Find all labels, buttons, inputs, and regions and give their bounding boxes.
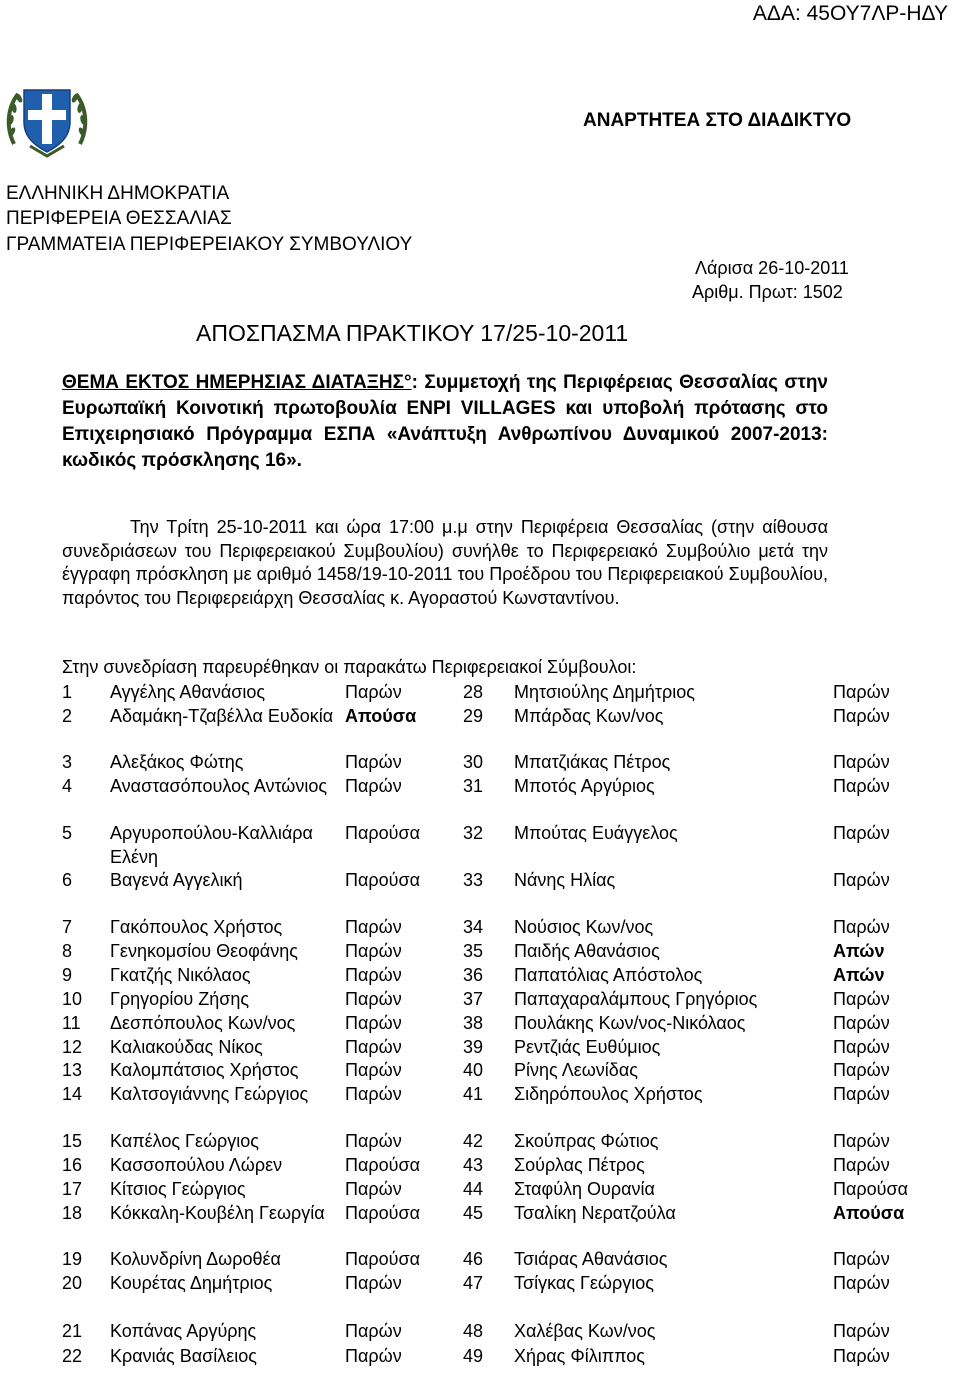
member-name: Χήρας Φίλιππος — [514, 1346, 645, 1366]
member-name: Καπέλος Γεώργιος — [110, 1131, 259, 1151]
member-status: Απών — [833, 965, 885, 985]
member-status: Παρών — [345, 989, 402, 1009]
table-row — [0, 1083, 960, 1130]
member-number: 49 — [463, 1346, 484, 1366]
member-name: Σιδηρόπουλος Χρήστος — [514, 1084, 703, 1104]
member-status: Απών — [833, 941, 885, 961]
authority-line-republic: ΕΛΛΗΝΙΚΗ ΔΗΜΟΚΡΑΤΙΑ — [6, 183, 230, 204]
attendance-intro: Στην συνεδρίαση παρευρέθηκαν οι παρακάτω Περιφερειακοί Σύμβουλοι: — [62, 657, 637, 677]
member-number: 46 — [463, 1249, 484, 1269]
member-status: Παρών — [833, 989, 890, 1009]
member-number: 17 — [62, 1179, 83, 1199]
table-row — [0, 775, 960, 822]
member-status: Παρών — [833, 1249, 890, 1269]
member-name: Κασσοπούλου Λώρεν — [110, 1155, 283, 1175]
member-number: 22 — [62, 1346, 83, 1366]
member-status: Παρών — [833, 682, 890, 702]
member-status: Παρούσα — [833, 1179, 909, 1199]
member-number: 21 — [62, 1321, 83, 1341]
member-status: Παρών — [345, 1060, 402, 1080]
member-status: Παρών — [833, 752, 890, 772]
member-status: Παρών — [345, 1346, 402, 1366]
posting-notice: ΑΝΑΡΤΗΤΕΑ ΣΤΟ ΔΙΑΔΙΚΤΥΟ — [583, 110, 852, 131]
member-number: 44 — [463, 1179, 484, 1199]
member-name: Γακόπουλος Χρήστος — [110, 917, 283, 937]
member-number: 8 — [62, 941, 73, 961]
member-status: Παρών — [833, 917, 890, 937]
member-name: Μπάρδας Κων/νος — [514, 706, 664, 726]
member-number: 47 — [463, 1273, 484, 1293]
table-row — [0, 1272, 960, 1319]
member-name: Παπατόλιας Απόστολος — [514, 965, 703, 985]
table-row — [0, 705, 960, 752]
member-status: Παρών — [833, 776, 890, 796]
member-name: Γενηκομσίου Θεοφάνης — [110, 941, 298, 961]
member-name: Κουρέτας Δημήτριος — [110, 1273, 273, 1293]
member-number: 39 — [463, 1037, 484, 1057]
member-name: Μπατζιάκας Πέτρος — [514, 752, 671, 772]
member-status: Παρών — [833, 1084, 890, 1104]
member-status: Παρών — [833, 1155, 890, 1175]
excerpt-title: ΑΠΟΣΠΑΣΜΑ ΠΡΑΚΤΙΚΟΥ 17/25-10-2011 — [196, 320, 629, 346]
member-name: Καλιακούδας Νίκος — [110, 1037, 263, 1057]
member-status: Παρών — [833, 870, 890, 890]
member-name: Κοπάνας Αργύρης — [110, 1321, 257, 1341]
member-status: Απούσα — [345, 706, 417, 726]
meeting-paragraph — [62, 516, 828, 610]
table-row — [0, 1345, 960, 1392]
member-name: Μπούτας Ευάγγελος — [514, 823, 678, 843]
subject-label: ΘΕΜΑ ΕΚΤΟΣ ΗΜΕΡΗΣΙΑΣ ΔΙΑΤΑΞΗΣ° — [62, 372, 412, 393]
member-number: 15 — [62, 1131, 83, 1151]
member-number: 40 — [463, 1060, 484, 1080]
greek-coat-of-arms-icon — [4, 82, 90, 158]
member-number: 31 — [463, 776, 484, 796]
member-status: Παρών — [345, 682, 402, 702]
member-number: 20 — [62, 1273, 83, 1293]
member-name: Τσαλίκη Νερατζούλα — [514, 1203, 676, 1223]
member-number: 5 — [62, 823, 73, 843]
member-name: Αλεξάκος Φώτης — [110, 752, 244, 772]
member-name: Αναστασόπουλος Αντώνιος — [110, 776, 328, 796]
member-number: 7 — [62, 917, 73, 937]
member-name: Καλτσογιάννης Γεώργιος — [110, 1084, 309, 1104]
subject-paragraph — [62, 370, 828, 474]
member-number: 16 — [62, 1155, 83, 1175]
member-status: Απούσα — [833, 1203, 905, 1223]
member-name: Γρηγορίου Ζήσης — [110, 989, 250, 1009]
member-status: Παρών — [345, 941, 402, 961]
member-name: Νούσιος Κων/νος — [514, 917, 654, 937]
member-number: 33 — [463, 870, 484, 890]
member-name: Κίτσιος Γεώργιος — [110, 1179, 246, 1199]
member-number: 9 — [62, 965, 73, 985]
member-number: 4 — [62, 776, 73, 796]
member-number: 45 — [463, 1203, 484, 1223]
member-name: Καλομπάτσιος Χρήστος — [110, 1060, 299, 1080]
authority-line-region: ΠΕΡΙΦΕΡΕΙΑ ΘΕΣΣΑΛΙΑΣ — [6, 208, 232, 229]
member-number: 36 — [463, 965, 484, 985]
member-name: Αγγέλης Αθανάσιος — [110, 682, 266, 702]
member-name: Αδαμάκη-Τζαβέλλα Ευδοκία — [110, 706, 334, 726]
member-status: Παρούσα — [345, 1249, 421, 1269]
member-status: Παρών — [833, 823, 890, 843]
member-status: Παρών — [345, 1084, 402, 1104]
member-number: 30 — [463, 752, 484, 772]
subject-text: : Συμμετοχή της Περιφέρειας Θεσσαλίας στην Ευρωπαϊκή Κοινοτική πρωτοβουλία ENPI VILLAGES και υποβολή πρότασης στο Επιχειρησιακό Πρόγραμμα ΕΣΠΑ «Ανάπτυξη Ανθρωπίνου Δυναμικού 2007-2013: κωδικός πρόσκλησης 16». — [62, 372, 828, 471]
member-name: Ρεντζιάς Ευθύμιος — [514, 1037, 661, 1057]
member-number: 12 — [62, 1037, 83, 1057]
member-status: Παρών — [833, 1037, 890, 1057]
member-number: 28 — [463, 682, 484, 702]
protocol-number: Αριθμ. Πρωτ: 1502 — [692, 282, 843, 302]
member-status: Παρών — [345, 752, 402, 772]
member-status: Παρών — [345, 776, 402, 796]
member-number: 14 — [62, 1084, 83, 1104]
member-name: Κολυνδρίνη Δωροθέα — [110, 1249, 281, 1269]
member-name: Πουλάκης Κων/νος-Νικόλαος — [514, 1013, 746, 1033]
member-name: Βαγενά Αγγελική — [110, 870, 243, 890]
member-status: Παρών — [345, 917, 402, 937]
member-number: 19 — [62, 1249, 83, 1269]
member-name: Παιδής Αθανάσιος — [514, 941, 660, 961]
member-status: Παρών — [345, 1131, 402, 1151]
member-status: Παρών — [345, 1321, 402, 1341]
member-name: Μποτός Αργύριος — [514, 776, 655, 796]
member-status: Παρών — [833, 1321, 890, 1341]
member-status: Παρών — [345, 1013, 402, 1033]
member-name: Γκατζής Νικόλαος — [110, 965, 251, 985]
member-name: Σκούπρας Φώτιος — [514, 1131, 659, 1151]
member-number: 42 — [463, 1131, 484, 1151]
member-name: Κρανιάς Βασίλειος — [110, 1346, 257, 1366]
member-status: Παρών — [833, 1013, 890, 1033]
member-number: 2 — [62, 706, 73, 726]
member-name: Ρίνης Λεωνίδας — [514, 1060, 638, 1080]
member-status: Παρών — [345, 1179, 402, 1199]
member-name: Δεσπόπουλος Κων/νος — [110, 1013, 296, 1033]
member-number: 43 — [463, 1155, 484, 1175]
table-row — [0, 822, 960, 869]
member-name: Αργυροπούλου-Καλλιάρα Ελένη — [110, 823, 313, 867]
member-number: 11 — [62, 1013, 81, 1033]
member-status: Παρών — [833, 1060, 890, 1080]
member-number: 6 — [62, 870, 73, 890]
member-number: 37 — [463, 989, 484, 1009]
member-number: 10 — [62, 989, 83, 1009]
member-status: Παρών — [833, 1273, 890, 1293]
member-number: 35 — [463, 941, 484, 961]
member-number: 1 — [62, 682, 73, 702]
member-number: 18 — [62, 1203, 83, 1223]
member-number: 29 — [463, 706, 484, 726]
member-number: 34 — [463, 917, 484, 937]
member-status: Παρών — [833, 706, 890, 726]
document-date: Λάρισα 26-10-2011 — [695, 258, 849, 278]
member-number: 32 — [463, 823, 484, 843]
table-row — [0, 1202, 960, 1249]
member-number: 13 — [62, 1060, 83, 1080]
meeting-text: Την Τρίτη 25-10-2011 και ώρα 17:00 μ.μ στην Περιφέρεια Θεσσαλίας (στην αίθουσα συνεδριάσεων του Περιφερειακού Συμβουλίου) συνήλθε το Περιφερειακό Συμβούλιο μετά την έγγραφη πρόσκληση με αριθμό 1458/19-10-2011 του Προέδρου του Περιφερειακού Συμβουλίου, παρόντος του Περιφερειάρχη Θεσσαλίας κ. Αγοραστού Κωνσταντίνου. — [62, 517, 828, 608]
member-status: Παρών — [345, 965, 402, 985]
member-status: Παρών — [345, 1273, 402, 1293]
member-name: Χαλέβας Κων/νος — [514, 1321, 656, 1341]
member-status: Παρούσα — [345, 1155, 421, 1175]
member-name: Τσίγκας Γεώργιος — [514, 1273, 654, 1293]
member-name: Τσιάρας Αθανάσιος — [514, 1249, 668, 1269]
member-number: 38 — [463, 1013, 484, 1033]
authority-line-secretariat: ΓΡΑΜΜΑΤΕΙΑ ΠΕΡΙΦΕΡΕΙΑΚΟΥ ΣΥΜΒΟΥΛΙΟΥ — [6, 234, 413, 255]
member-status: Παρούσα — [345, 870, 421, 890]
ada-code: ΑΔΑ: 45ΟΥ7ΛΡ-ΗΔΥ — [752, 2, 948, 25]
member-status: Παρούσα — [345, 823, 421, 843]
member-status: Παρούσα — [345, 1203, 421, 1223]
member-number: 41 — [463, 1084, 484, 1104]
member-status: Παρών — [833, 1131, 890, 1151]
member-number: 48 — [463, 1321, 484, 1341]
member-name: Κόκκαλη-Κουβέλη Γεωργία — [110, 1203, 325, 1223]
member-name: Μητσιούλης Δημήτριος — [514, 682, 695, 702]
member-name: Νάνης Ηλίας — [514, 870, 616, 890]
member-number: 3 — [62, 752, 73, 772]
member-name: Σταφύλη Ουρανία — [514, 1179, 655, 1199]
table-row — [0, 869, 960, 916]
member-status: Παρών — [345, 1037, 402, 1057]
member-name: Παπαχαραλάμπους Γρηγόριος — [514, 989, 758, 1009]
member-status: Παρών — [833, 1346, 890, 1366]
member-name: Σούρλας Πέτρος — [514, 1155, 645, 1175]
